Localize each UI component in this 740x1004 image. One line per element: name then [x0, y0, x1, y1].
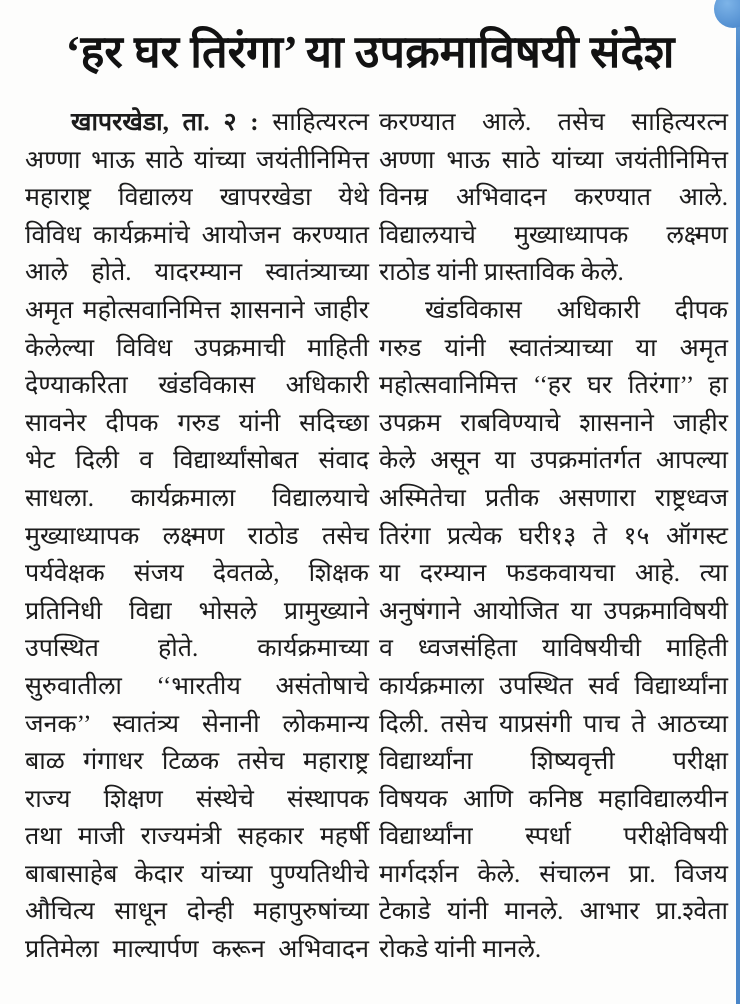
- article-line: कार्यक्रमाला उपस्थित सर्व विद्यार्थ्यांना: [379, 672, 728, 700]
- article-line: विद्यार्थ्यांना स्पर्धा परीक्षेविषयी: [379, 823, 728, 851]
- article-line: पर्यवेक्षक संजय देवतळे, शिक्षक: [25, 560, 369, 588]
- article-line: तथा माजी राज्यमंत्री सहकार महर्षी: [25, 823, 369, 851]
- column-right: [379, 104, 728, 969]
- article-line: प्रतिमेला माल्यार्पण करून अभिवादन: [25, 936, 369, 964]
- article-line: या दरम्यान फडकवायचा आहे. त्या: [379, 560, 728, 588]
- dateline: खापरखेडा, ता. २ :: [71, 109, 259, 136]
- article-line: गरुड यांनी स्वातंत्र्याच्या या अमृत: [379, 334, 728, 362]
- article-line: मार्गदर्शन केले. संचालन प्रा. विजय: [379, 860, 728, 888]
- article-line: उपस्थित होते. कार्यक्रमाच्या: [25, 635, 369, 663]
- article-line: विषयक आणि कनिष्ठ महाविद्यालयीन: [379, 785, 728, 813]
- article-line: अमृत महोत्सवानिमित्त शासनाने जाहीर: [25, 296, 369, 324]
- article-body: [25, 104, 728, 969]
- article-line: विनम्र अभिवादन करण्यात आले.: [379, 184, 728, 212]
- article-line: रोकडे यांनी मानले.: [379, 936, 542, 964]
- article-line: विद्यार्थ्यांना शिष्यवृत्ती परीक्षा: [379, 748, 728, 776]
- article-line: अण्णा भाऊ साठे यांच्या जयंतीनिमित्त: [25, 146, 369, 174]
- article-line: अस्मितेचा प्रतीक असणारा राष्ट्रध्वज: [379, 484, 728, 512]
- scan-edge-strip: [736, 0, 740, 1004]
- article-line: खंडविकास अधिकारी दीपक: [425, 296, 728, 324]
- article-line: सावनेर दीपक गरुड यांनी सदिच्छा: [25, 409, 369, 437]
- article-line: उपक्रम राबविण्याचे शासनाने जाहीर: [379, 409, 728, 437]
- article-line-dateline: [25, 104, 369, 142]
- article-line: राज्य शिक्षण संस्थेचे संस्थापक: [25, 785, 369, 813]
- article-line: साधला. कार्यक्रमाला विद्यालयाचे: [25, 484, 369, 512]
- article-line: अनुषंगाने आयोजित या उपक्रमाविषयी: [379, 597, 728, 625]
- article-line: अण्णा भाऊ साठे यांच्या जयंतीनिमित्त: [379, 146, 728, 174]
- article-line: तिरंगा प्रत्येक घरी१३ ते १५ ऑगस्ट: [379, 522, 728, 550]
- article-line: टेकाडे यांनी मानले. आभार प्रा.श्वेता: [379, 898, 728, 926]
- article-line: केलेल्या विविध उपक्रमाची माहिती: [25, 334, 369, 362]
- article-line: राठोड यांनी प्रास्ताविक केले.: [379, 259, 624, 287]
- article-line: सुरुवातीला ‘‘भारतीय असंतोषाचे: [25, 672, 369, 700]
- article-line: आले होते. यादरम्यान स्वातंत्र्याच्या: [25, 259, 369, 287]
- article-line: भेट दिली व विद्यार्थ्यांसोबत संवाद: [25, 447, 369, 475]
- article-line: महोत्सवानिमित्त ‘‘हर घर तिरंगा’’ हा: [379, 372, 728, 400]
- article-line: व ध्वजसंहिता याविषयीची माहिती: [379, 635, 728, 663]
- article-line: करण्यात आले. तसेच साहित्यरत्न: [379, 109, 728, 136]
- article-line: विविध कार्यक्रमांचे आयोजन करण्यात: [25, 221, 369, 249]
- article-line: महाराष्ट्र विद्यालय खापरखेडा येथे: [25, 184, 369, 212]
- article-line: बाळ गंगाधर टिळक तसेच महाराष्ट्र: [25, 748, 369, 776]
- article-line: देण्याकरिता खंडविकास अधिकारी: [25, 372, 369, 400]
- article-line: दिली. तसेच याप्रसंगी पाच ते आठच्या: [379, 710, 728, 738]
- article-line: जनक’’ स्वातंत्र्य सेनानी लोकमान्य: [25, 710, 369, 738]
- column-left: [25, 104, 369, 969]
- dateline-rest: साहित्यरत्न: [272, 109, 370, 136]
- article-line: विद्यालयाचे मुख्याध्यापक लक्ष्मण: [379, 221, 728, 249]
- article-line: प्रतिनिधी विद्या भोसले प्रामुख्याने: [25, 597, 369, 625]
- article-headline: ‘हर घर तिरंगा’ या उपक्रमाविषयी संदेश: [65, 27, 675, 77]
- article-line: औचित्य साधून दोन्ही महापुरुषांच्या: [25, 898, 369, 926]
- article-line: बाबासाहेब केदार यांच्या पुण्यतिथीचे: [25, 860, 369, 888]
- article-line: मुख्याध्यापक लक्ष्मण राठोड तसेच: [25, 522, 369, 550]
- article-line: केले असून या उपक्रमांतर्गत आपल्या: [379, 447, 728, 475]
